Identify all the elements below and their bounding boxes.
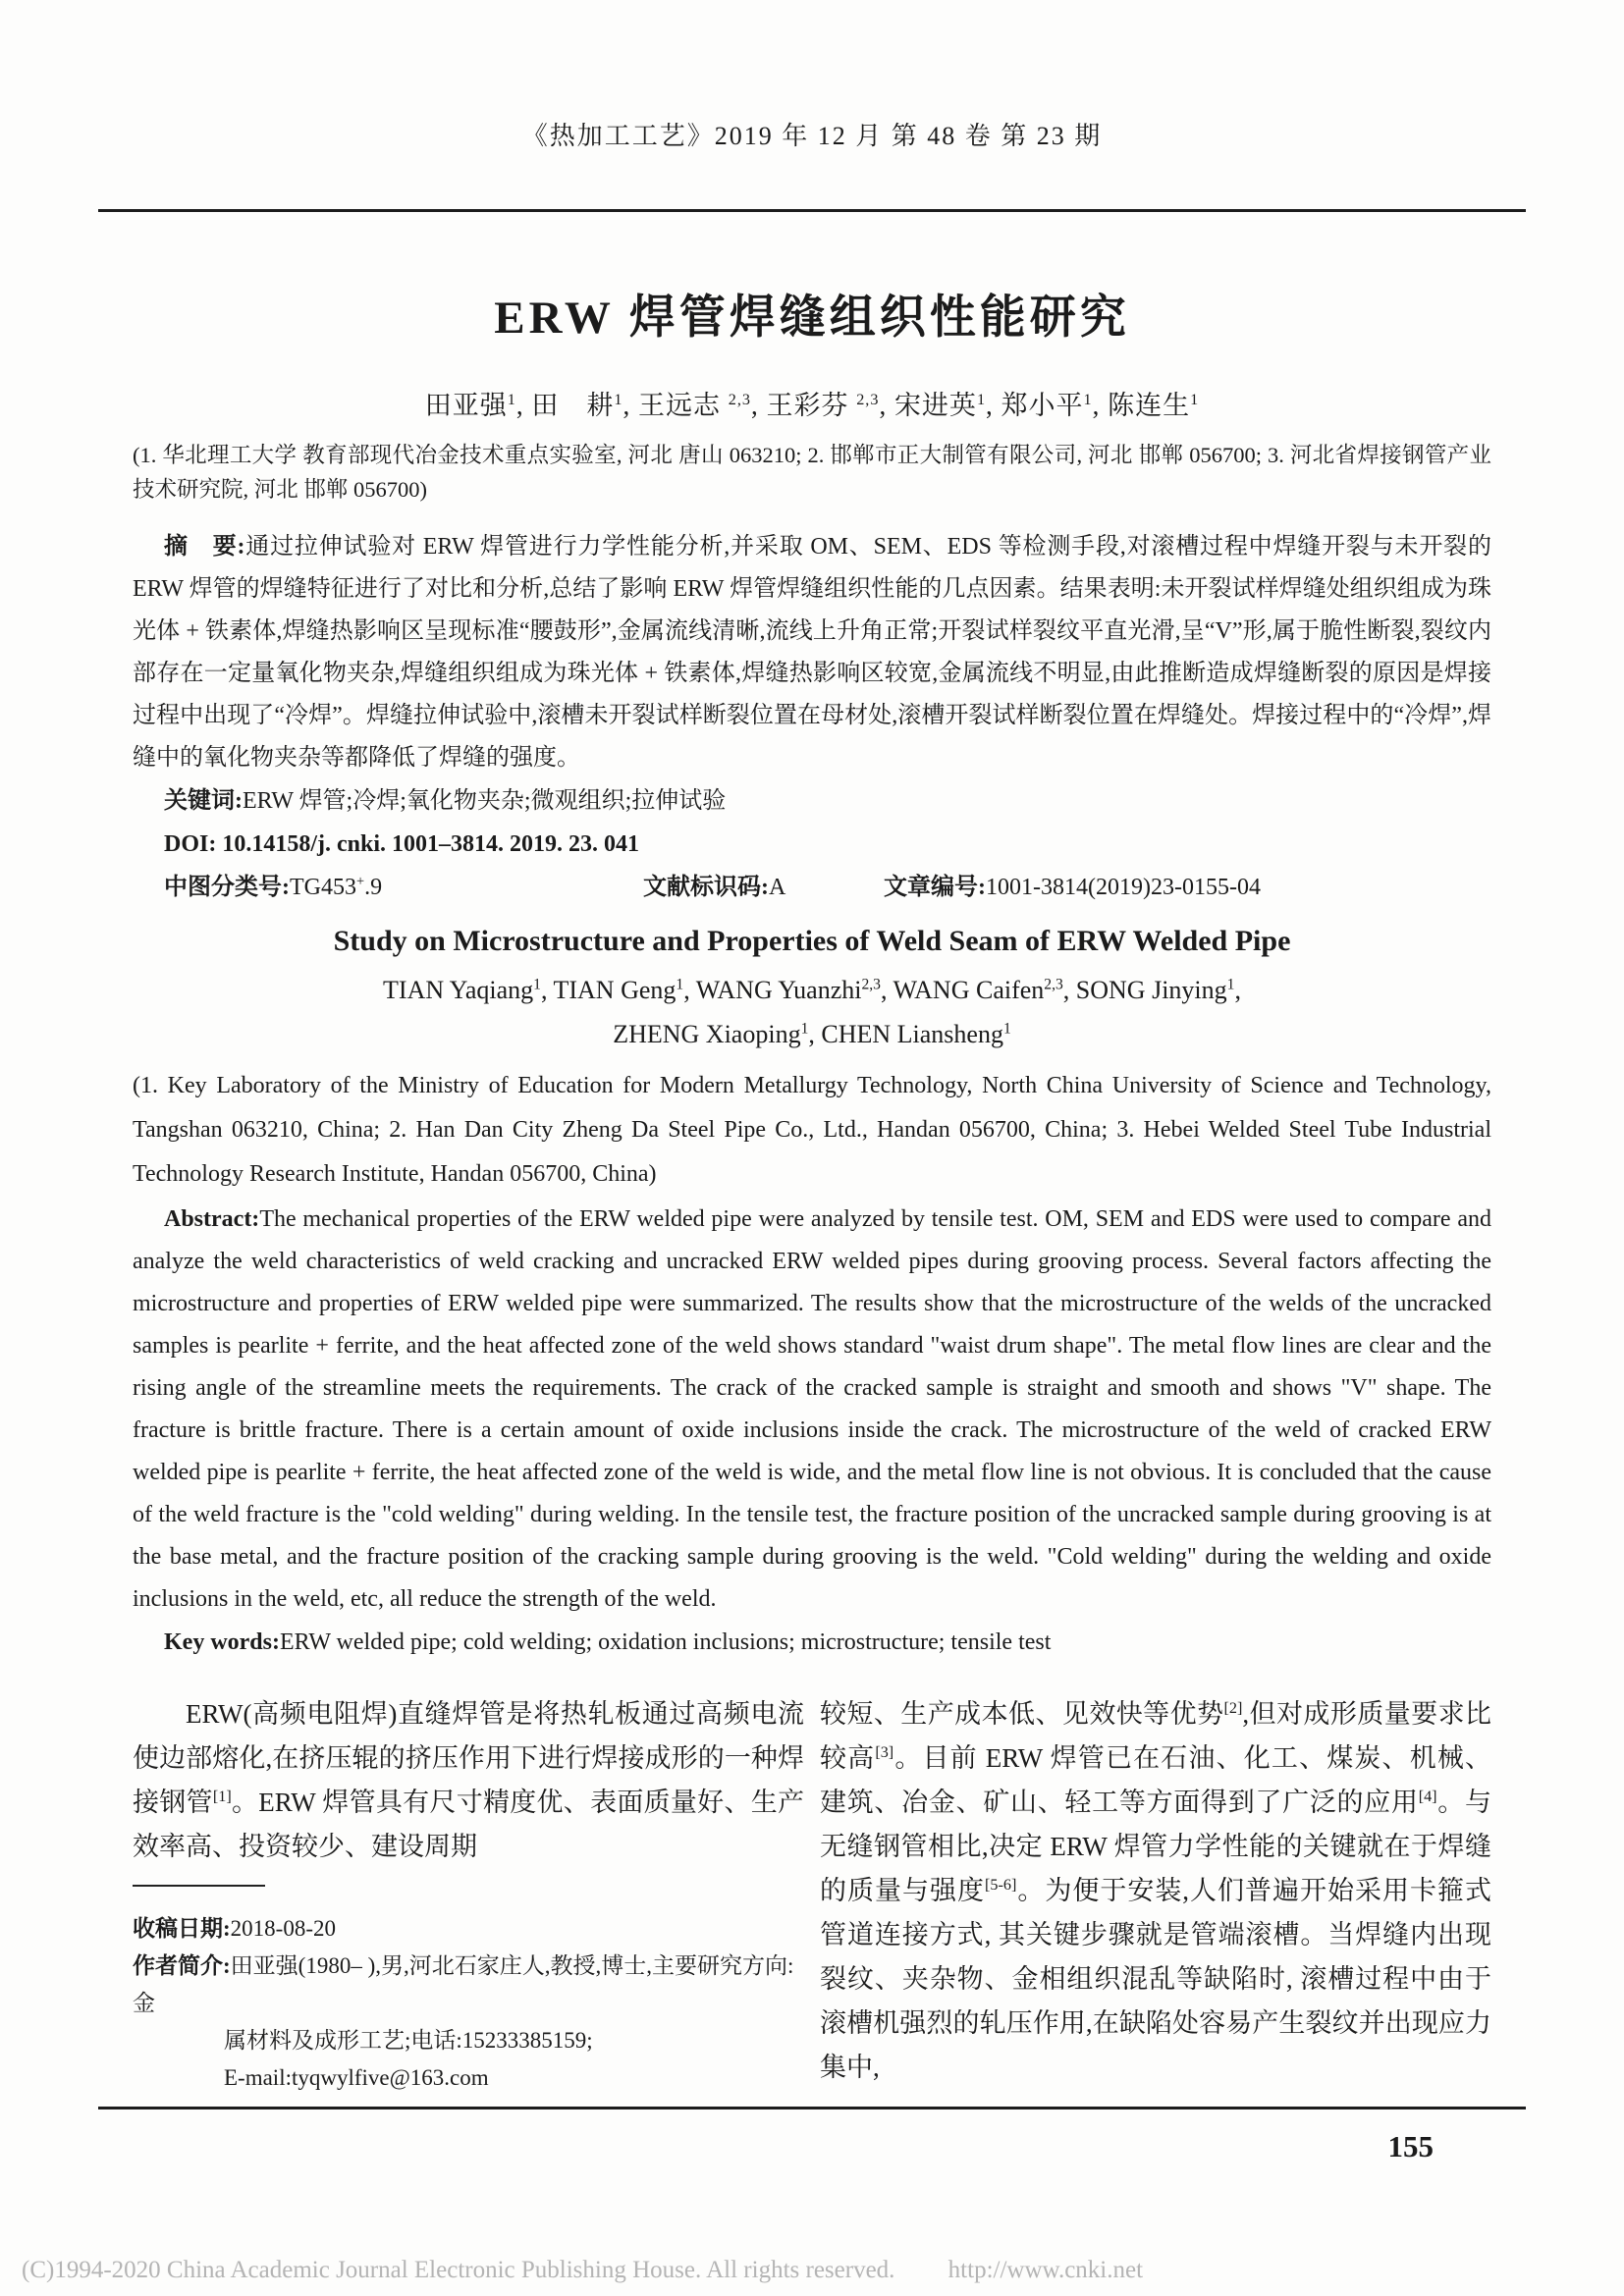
authors-en (0, 968, 1624, 1056)
body-columns (133, 1692, 1491, 2097)
affiliation-cn: (1. 华北理工大学 教育部现代冶金技术重点实验室, 河北 唐山 063210; 2. 邯郸市正大制管有限公司, 河北 邯郸 056700; 3. 河北省焊接钢管产业技术研究院, 河北 邯郸 056700) (133, 443, 1491, 502)
author-bio-line2: 属材料及成形工艺;电话:15233385159; (224, 2028, 593, 2053)
footnote-block (133, 1885, 804, 2097)
keywords-cn: 关键词:ERW 焊管;冷焊;氧化物夹杂;微观组织;拉伸试验 (164, 788, 727, 814)
authors-cn: 田亚强$^1$, 田 耕$^1$, 王远志 $^{2,3}$, 王彩芬 $^{2,3}$, 宋进英$^1$, 郑小平$^1$, 陈连生$^1$ (424, 391, 1200, 420)
journal-issue-header: 《热加工工艺》2019 年 12 月 第 48 卷 第 23 期 (521, 122, 1103, 150)
cnki-url: http://www.cnki.net (947, 2257, 1144, 2283)
affiliation-en: (1. Key Laboratory of the Ministry of Education for Modern Metallurgy Technology, North China University of Science and Technology, Tangshan 063210, China; 2. Han Dan City Zheng Da Steel Pipe Co., Ltd., Handan 056700, China; 3. Hebei Welded Steel Tube Industrial Technology Research Institute, Handan 056700, China) (133, 1073, 1491, 1187)
article-title-cn: ERW 焊管焊缝组织性能研究 (494, 293, 1130, 344)
authors-en-line1: TIAN Yaqiang$^1$, TIAN Geng$^1$, WANG Yuanzhi$^{2,3}$, WANG Caifen$^{2,3}$, SONG Jinying$^1$, (383, 976, 1241, 1004)
document-code: 文献标识码:A (643, 875, 786, 900)
header-rule (98, 209, 1526, 212)
classification-row (133, 866, 1491, 909)
body-column-left (133, 1692, 804, 2097)
doi-line: DOI: 10.14158/j. cnki. 1001–3814. 2019. 23. 041 (164, 831, 640, 857)
intro-paragraph-left: ERW(高频电阻焊)直缝焊管是将热轧板通过高频电流使边部熔化,在挤压辊的挤压作用下进行焊接成形的一种焊接钢管[1]。ERW 焊管具有尺寸精度优、表面质量好、生产效率高、投资较少、建设周期 (133, 1699, 805, 1861)
received-date: 收稿日期:2018-08-20 (133, 1916, 336, 1941)
abstract-cn: 摘 要:通过拉伸试验对 ERW 焊管进行力学性能分析,并采取 OM、SEM、EDS 等检测手段,对滚槽过程中焊缝开裂与未开裂的 ERW 焊管的焊缝特征进行了对比和分析,总结了影响 ERW 焊管焊缝组织性能的几点因素。结果表明:未开裂试样焊缝处组织组成为珠光体 + 铁素体,焊缝热影响区呈现标准“腰鼓形”,金属流线清晰,流线上升角正常;开裂试样裂纹平直光滑,呈“V”形,属于脆性断裂,裂纹内部存在一定量氧化物夹杂,焊缝组织组成为珠光体 + 铁素体,焊缝热影响区较宽,金属流线不明显,由此推断造成焊缝断裂的原因是焊接过程中出现了“冷焊”。焊缝拉伸试验中,滚槽未开裂试样断裂位置在母材处,滚槽开裂试样断裂位置在焊缝处。焊接过程中的“冷焊”,焊缝中的氧化物夹杂等都降低了焊缝的强度。 (133, 534, 1491, 771)
footnote-rule (133, 1885, 265, 1887)
author-bio-line1: 作者简介:田亚强(1980– ),男,河北石家庄人,教授,博士,主要研究方向:金 (133, 1953, 794, 2015)
copyright-footer (22, 2257, 1143, 2284)
page-number: 155 (1387, 2129, 1434, 2163)
authors-en-line2: ZHENG Xiaoping$^1$, CHEN Liansheng$^1$ (613, 1020, 1011, 1048)
author-bio-email: E-mail:tyqwylfive@163.com (224, 2065, 489, 2090)
clc-number: 中图分类号:TG453+.9 (164, 874, 383, 900)
footer-rule (98, 2107, 1526, 2109)
copyright-text: (C)1994-2020 China Academic Journal Electronic Publishing House. All rights reserved. (22, 2257, 895, 2283)
article-id: 文章编号:1001-3814(2019)23-0155-04 (884, 875, 1261, 900)
intro-paragraph-right: 较短、生产成本低、见效快等优势[2],但对成形质量要求比较高[3]。目前 ERW 焊管已在石油、化工、煤炭、机械、建筑、冶金、矿山、轻工等方面得到了广泛的应用[4]。与无缝钢管相比,决定 ERW 焊管力学性能的关键就在于焊缝的质量与强度[5-6]。为便于安装,人们普遍开始采用卡箍式管道连接方式, 其关键步骤就是管端滚槽。当焊缝内出现裂纹、夹杂物、金相组织混乱等缺陷时, 滚槽过程中由于滚槽机强烈的轧压作用,在缺陷处容易产生裂纹并出现应力集中, (820, 1699, 1492, 2082)
keywords-en: Key words:ERW welded pipe; cold welding; oxidation inclusions; microstructure; tensile test (164, 1629, 1052, 1655)
abstract-en: Abstract:The mechanical properties of the ERW welded pipe were analyzed by tensile test. OM, SEM and EDS were used to compare and analyze the weld characteristics of weld cracking and uncracked ERW welded pipes during grooving process. Several factors affecting the microstructure and properties of ERW welded pipe were summarized. The results show that the microstructure of the welds of the uncracked samples is pearlite + ferrite, and the heat affected zone of the weld shows standard "waist drum shape". The metal flow lines are clear and the rising angle of the streamline meets the requirements. The crack of the cracked sample is straight and smooth and shows "V" shape. The fracture is brittle fracture. There is a certain amount of oxide inclusions inside the crack. The microstructure of the weld of cracked ERW welded pipe is pearlite + ferrite, the heat affected zone of the weld is wide, and the metal flow line is not obvious. It is concluded that the cause of the weld fracture is the "cold welding" during welding. In the tensile test, the fracture position of the uncracked sample during grooving is at the base metal, and the fracture position of the cracking sample during grooving is the weld. "Cold welding" during the welding and oxide inclusions in the weld, etc, all reduce the strength of the weld. (133, 1206, 1491, 1612)
body-column-right (820, 1692, 1491, 2097)
article-title-en: Study on Microstructure and Properties of Weld Seam of ERW Welded Pipe (333, 925, 1291, 957)
